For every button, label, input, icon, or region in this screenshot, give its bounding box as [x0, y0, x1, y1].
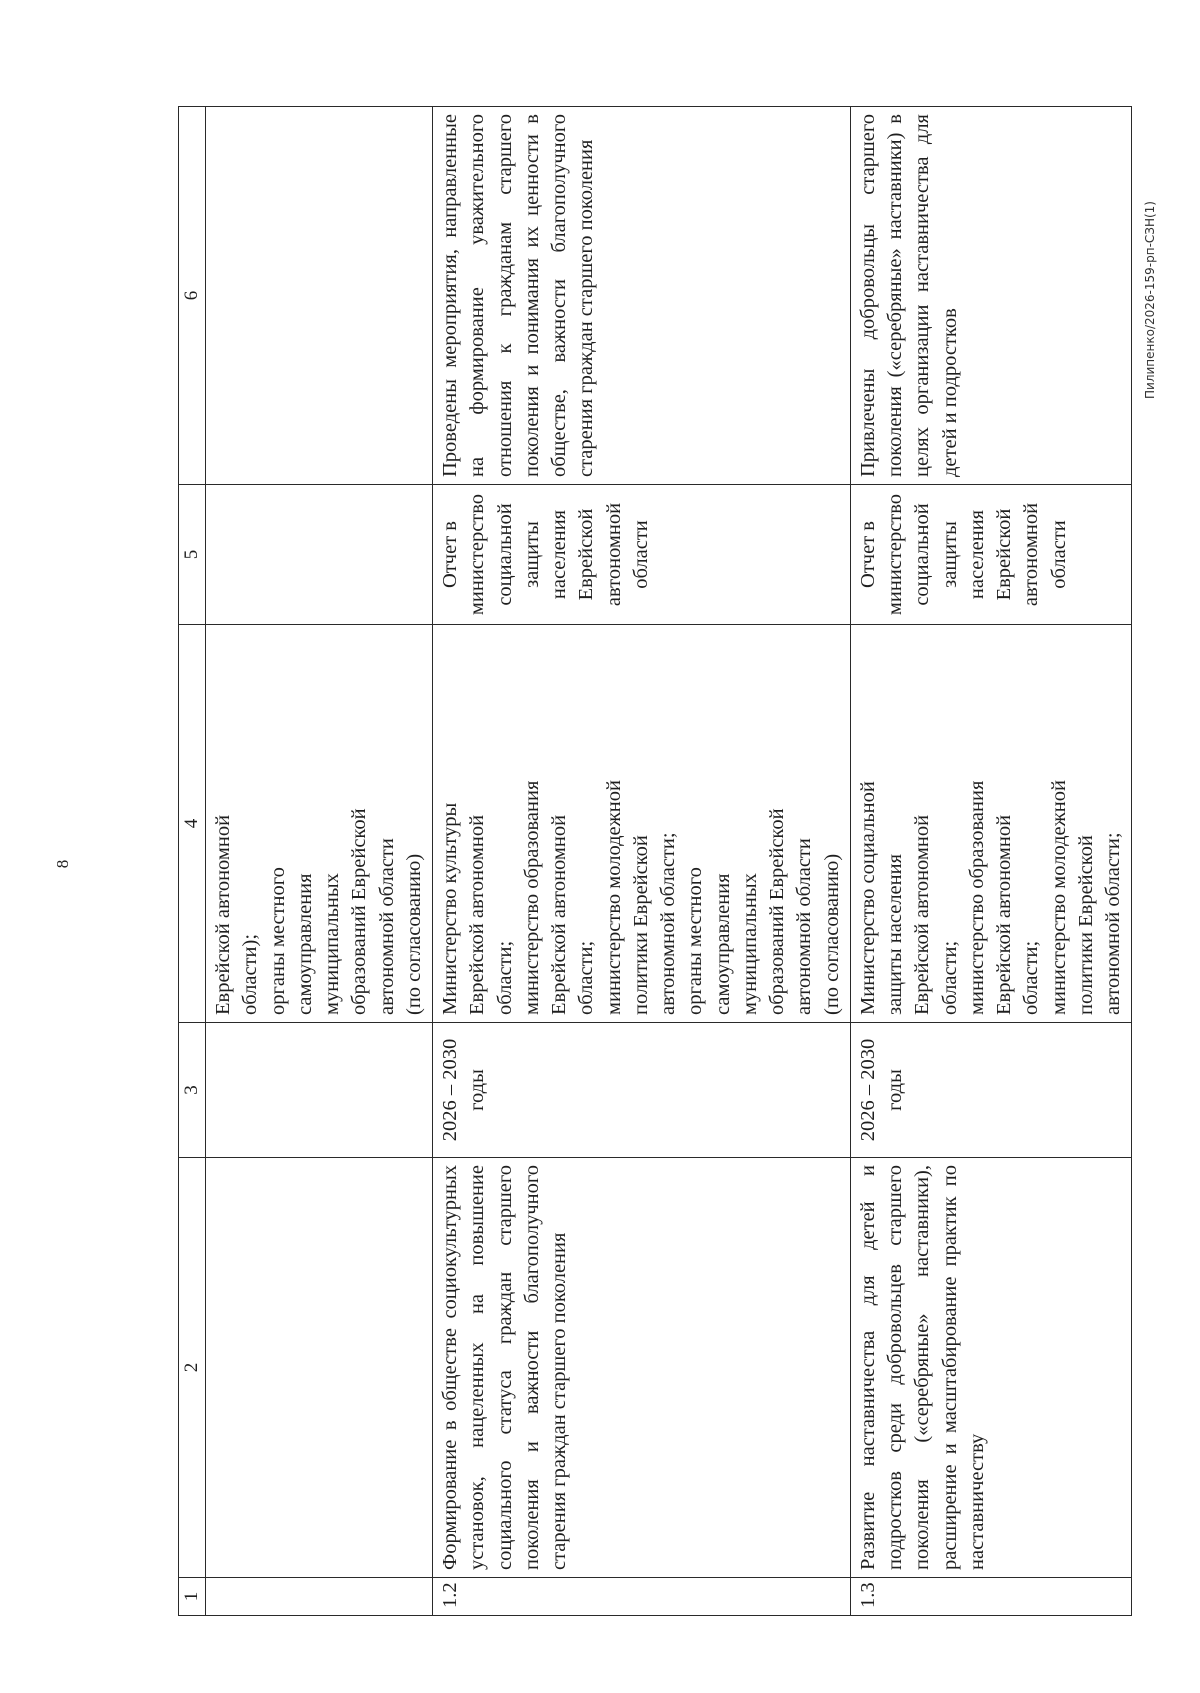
- executor-line: министерство образования: [965, 780, 988, 1015]
- cell-result: Привлечены добровольцы старшего поколения («серебряные» наставники) в целях организации наставничества для детей и подростков: [850, 107, 1132, 485]
- executor-line: автономной области: [793, 838, 816, 1015]
- page-number: 8: [53, 859, 72, 869]
- executor-line: автономной области;: [657, 832, 679, 1015]
- cell-executors: [206, 625, 433, 1023]
- cell-result: Проведены мероприятия, направленные на формирование уважительного отношения к гражданам старшего поколения и понимания их ценности в обществе, важности благополучного старения граждан старшего поколения: [433, 107, 851, 485]
- executor-line: политики Еврейской: [629, 835, 652, 1015]
- executor-line: области;: [575, 940, 598, 1015]
- executor-line: министерство молодежной: [1047, 780, 1070, 1015]
- cell-num-empty: [206, 1578, 433, 1616]
- cell-period-empty: [206, 1023, 433, 1158]
- header-row: [179, 107, 206, 1616]
- rotated-table-container: [178, 106, 1123, 1616]
- cell-executors: [433, 625, 851, 1023]
- cell-result-empty: [206, 107, 433, 485]
- executor-line: (по согласованию): [402, 853, 425, 1015]
- table-row-continued: [206, 107, 433, 1616]
- executor-line: самоуправления: [293, 873, 316, 1015]
- executor-line: области;: [938, 940, 961, 1015]
- cell-period: 2026 – 2030 годы: [850, 1023, 1132, 1158]
- cell-num: 1.3: [850, 1578, 1132, 1616]
- header-col-3: 3: [179, 1023, 206, 1158]
- cell-description: Развитие наставничества для детей и подростков среди добровольцев старшего поколения («серебряные» наставники), расширение и масштабирование практик по наставничеству: [850, 1158, 1132, 1578]
- executor-line: Министерство культуры: [439, 802, 461, 1015]
- header-col-6: 6: [179, 107, 206, 485]
- executor-line: автономной области;: [1102, 832, 1124, 1015]
- executor-line: муниципальных: [738, 873, 761, 1015]
- executor-line: органы местного: [684, 867, 707, 1015]
- measures-table: [178, 106, 1132, 1616]
- executor-line: политики Еврейской: [1074, 835, 1097, 1015]
- executor-line: образований Еврейской: [348, 808, 371, 1015]
- cell-description: Формирование в обществе социокультурных установок, нацеленных на повышение социального статуса граждан старшего поколения и важности благополучного старения граждан старшего поколения: [433, 1158, 851, 1578]
- executor-line: области);: [239, 933, 262, 1015]
- cell-report: Отчет в министерство социальной защиты населения Еврейской автономной области: [850, 485, 1132, 625]
- header-col-5: 5: [179, 485, 206, 625]
- executor-line: министерство образования: [520, 780, 543, 1015]
- executor-line: органы местного: [266, 867, 289, 1015]
- header-col-1: 1: [179, 1578, 206, 1616]
- header-col-4: 4: [179, 625, 206, 1023]
- executor-line: образований Еврейской: [766, 808, 788, 1015]
- table-row: [850, 107, 1132, 1616]
- executor-line: области;: [1020, 940, 1043, 1015]
- executor-line: Еврейской автономной: [911, 814, 934, 1015]
- executor-line: области;: [493, 940, 516, 1015]
- executor-line: Еврейской автономной: [993, 814, 1015, 1015]
- executor-line: автономной области: [375, 838, 398, 1015]
- cell-desc-empty: [206, 1158, 433, 1578]
- executor-line: министерство молодежной: [602, 780, 625, 1015]
- executor-line: (по согласованию): [820, 853, 843, 1015]
- executor-line: защиты населения: [884, 853, 906, 1015]
- executor-line: Министерство социальной: [856, 781, 879, 1015]
- executor-line: Еврейской автономной: [466, 814, 489, 1015]
- cell-report: Отчет в министерство социальной защиты населения Еврейской автономной области: [433, 485, 851, 625]
- cell-period: 2026 – 2030 годы: [433, 1023, 851, 1158]
- header-col-2: 2: [179, 1158, 206, 1578]
- executor-line: муниципальных: [321, 873, 343, 1015]
- cell-executors: [850, 625, 1132, 1023]
- executor-line: Еврейской автономной: [548, 814, 570, 1015]
- cell-num: 1.2: [433, 1578, 851, 1616]
- table-row: [433, 107, 851, 1616]
- cell-report-empty: [206, 485, 433, 625]
- footer-document-code: Пилипенко/2026-159-рп-СЗН(1): [1143, 201, 1157, 399]
- executor-line: Еврейской автономной: [212, 814, 234, 1015]
- executor-line: самоуправления: [711, 873, 734, 1015]
